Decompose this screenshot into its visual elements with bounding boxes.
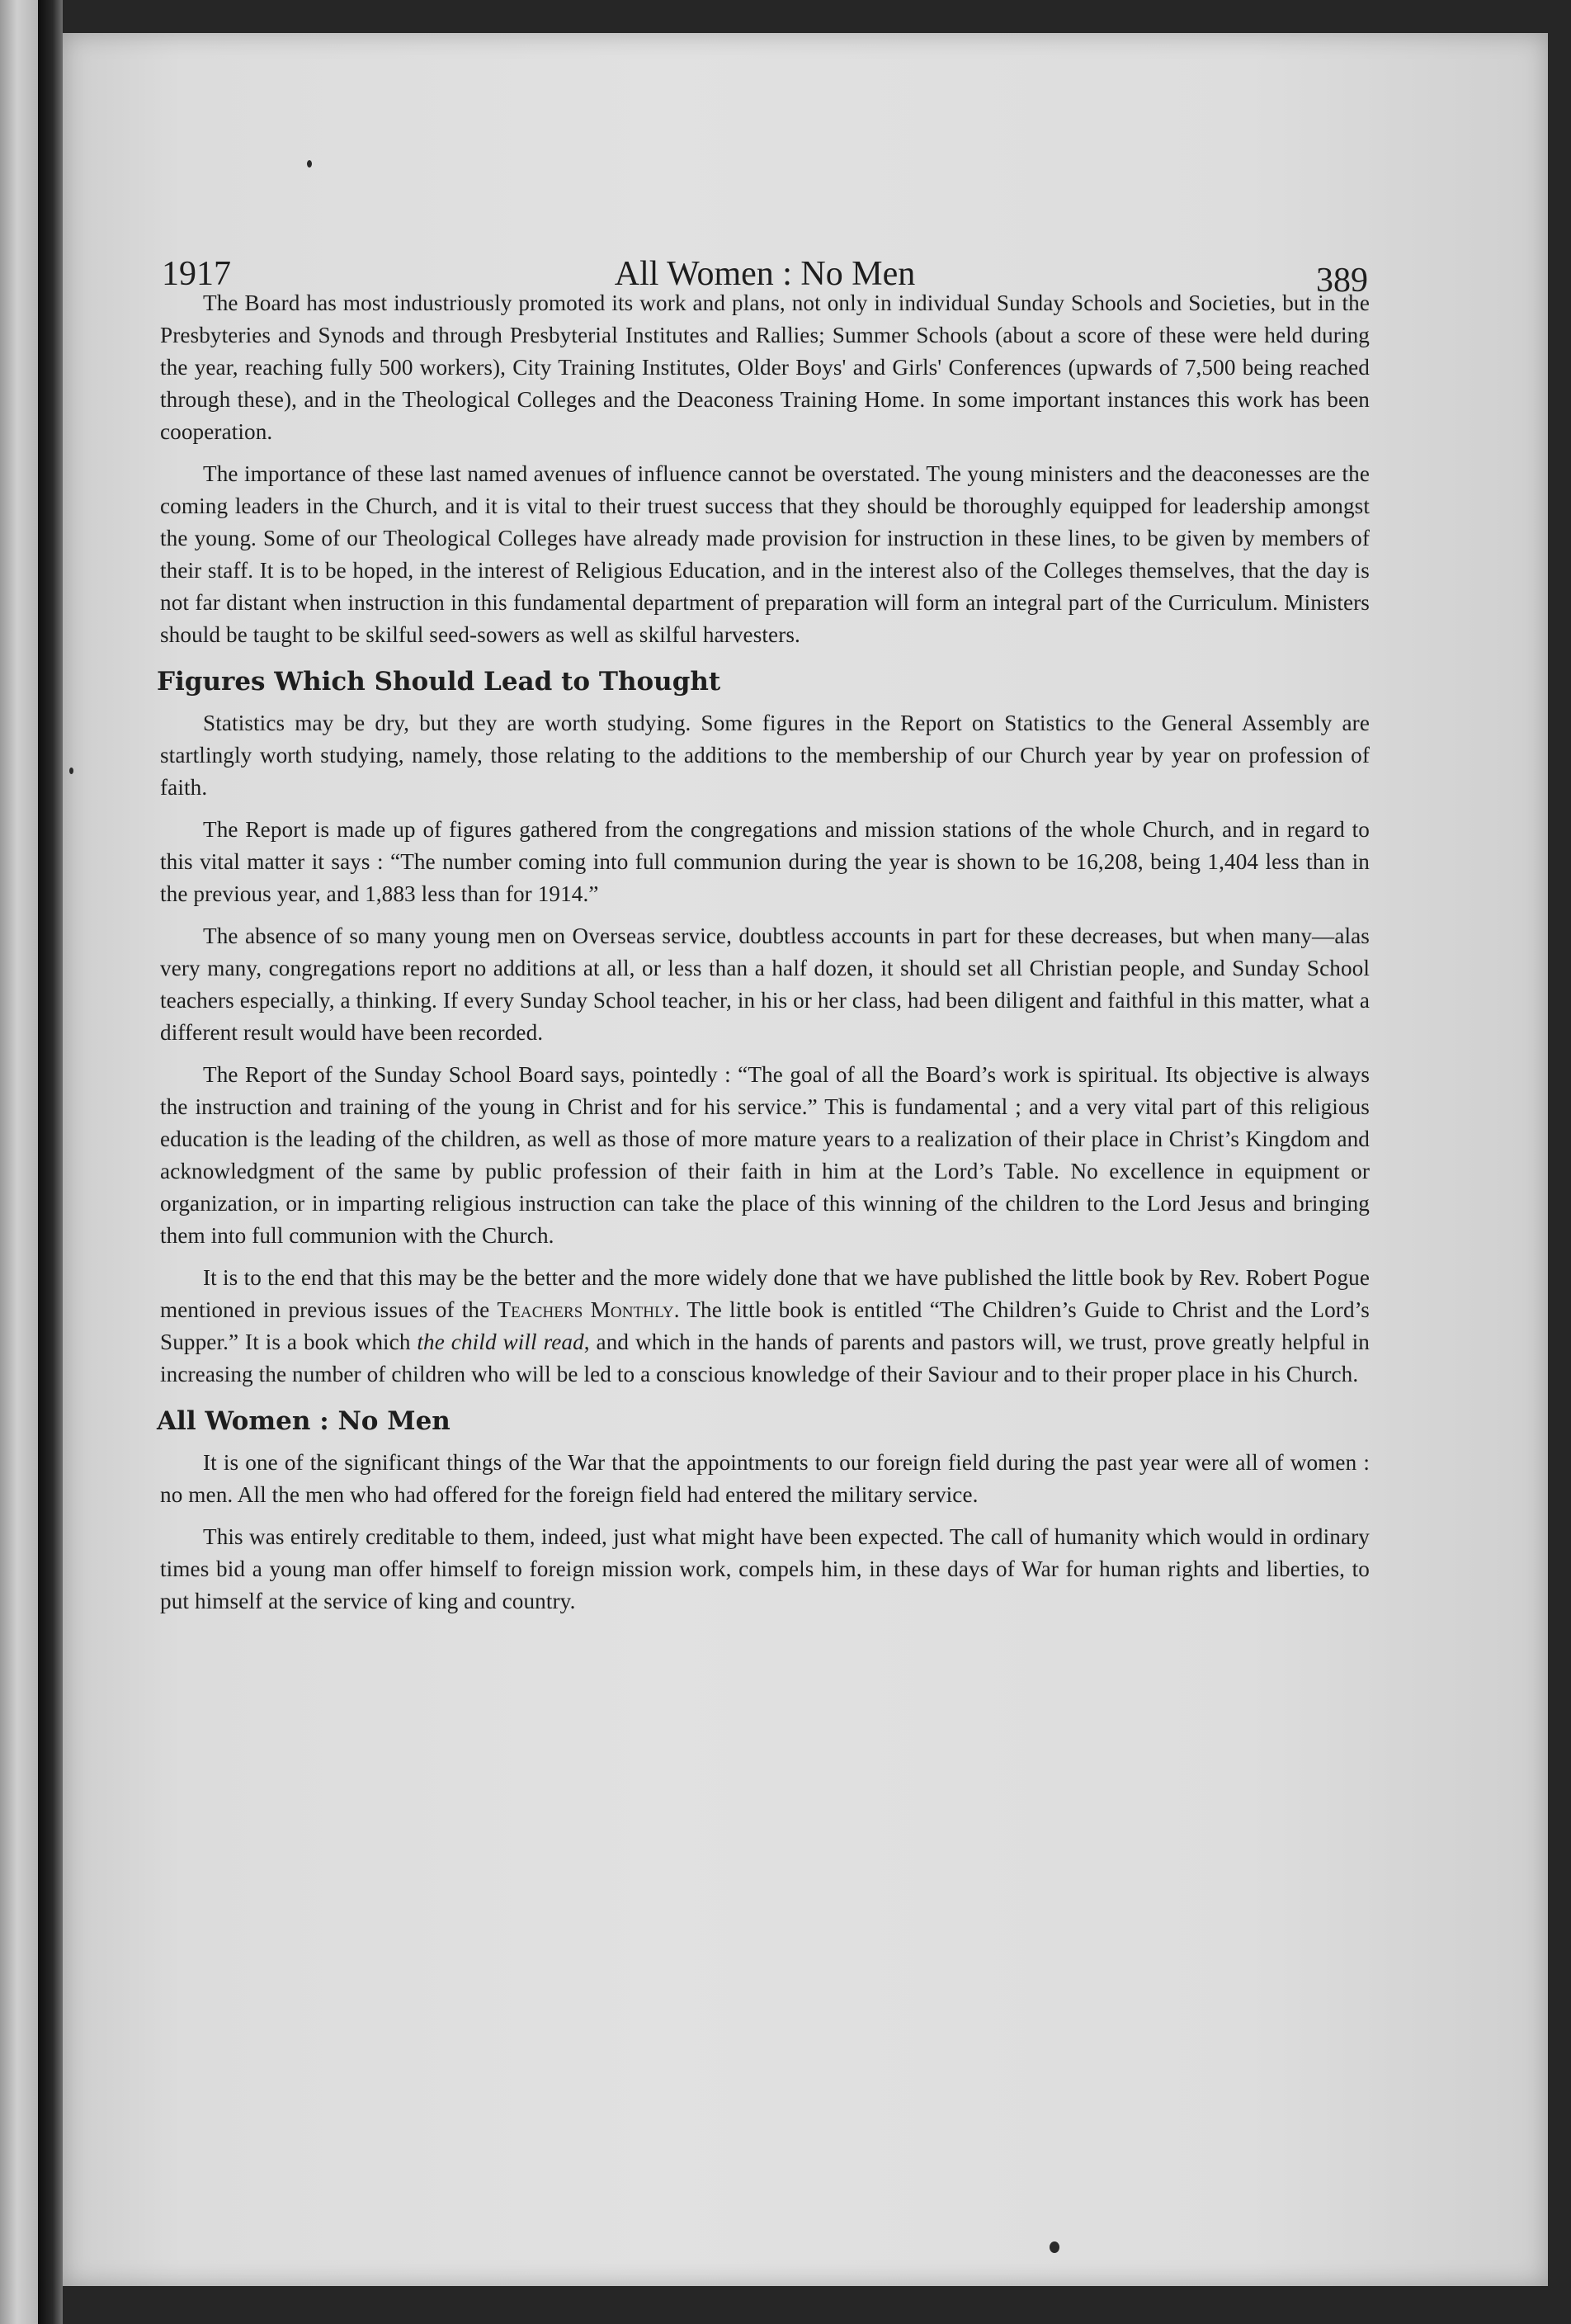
paragraph-text: , and which in the hands of parents and pastors will, we trust, prove greatly helpful in increasing the number of children who will be led to a conscious knowledge of their Saviour and to their proper place in his Church. [160,1330,1370,1386]
ink-speck [307,160,312,168]
paragraph [160,1262,1370,1391]
emphasis-text: the child will read [417,1330,584,1354]
ink-speck [1050,2241,1059,2253]
paragraph-text: It is to the end that this may be the better and the more widely done that we have published the little book by Rev. Robert Pogue mentioned in previous issues of the [160,1265,1370,1322]
paragraph: The absence of so many young men on Overseas service, doubtless accounts in part for these decreases, but when many—alas very many, congregations report no additions at all, or less than a half dozen, it should set all Christian people, and Sunday School teachers especially, a thinking. If every Sunday School teacher, in his or her class, had been diligent and faithful in this matter, what a different result would have been recorded. [160,923,1370,1045]
book-gutter [38,0,63,2324]
paragraph: The Board has most industriously promoted its work and plans, not only in individual Sunday Schools and Societies, but in the Presbyteries and Synods and through Presbyterial Institutes and Rallies; Summer Schools (about a score of these were held during the year, reaching fully 500 workers), City Training Institutes, Older Boys' and Girls' Conferences (upwards of 7,500 being reached through these), and in the Theological Colleges and the Deaconess Training Home. In some important instances this work has been cooperation. [160,290,1370,444]
book-page [63,33,1548,2286]
header-title: All Women : No Men [614,255,916,293]
section-heading-all-women: All Women : No Men [157,1406,451,1436]
header-year: 1917 [162,255,231,293]
running-header [160,221,1370,300]
facing-page-edge [0,0,38,2324]
magazine-title: Teachers Monthly [497,1297,674,1322]
section-heading-figures: Figures Which Should Lead to Thought [157,667,721,697]
page-number: 389 [1316,262,1368,300]
ink-speck [69,768,73,774]
paragraph: The importance of these last named avenues of influence cannot be overstated. The young ministers and the deaconesses are the coming leaders in the Church, and it is vital to their truest success that they should be thoroughly equipped for leadership amongst the young. Some of our Theological Colleges have already made provision for instruction in these lines, to be given by members of their staff. It is to be hoped, in the interest of Religious Education, and in the interest also of the Colleges themselves, that the day is not far distant when instruction in this fundamental department of preparation will form an integral part of the Curriculum. Ministers should be taught to be skilful seed-sowers as well as skilful harvesters. [160,461,1370,647]
paragraph: The Report is made up of figures gathered from the congregations and mission stations of the whole Church, and in regard to this vital matter it says : “The number coming into full communion during the year is shown to be 16,208, being 1,404 less than in the previous year, and 1,883 less than for 1914.” [160,817,1370,906]
paragraph-text: . The little book is entitled “The Children’s Guide to Christ and the Lord’s Supper.” It is a book which [160,1297,1370,1354]
paragraph: This was entirely creditable to them, indeed, just what might have been expected. The call of humanity which would in ordinary times bid a young man offer himself to foreign mission work, compels him, in these days of War for human rights and liberties, to put himself at the service of king and country. [160,1524,1370,1613]
paragraph: The Report of the Sunday School Board says, pointedly : “The goal of all the Board’s work is spiritual. Its objective is always the instruction and training of the young in Christ and for his service.” This is fundamental ; and a very vital part of this religious education is the leading of the children, as well as those of more mature years to a realization of their place in Christ’s Kingdom and acknowledgment of the same by public profession of their faith in him at the Lord’s Table. No excellence in equipment or organization, or in imparting religious instruction can take the place of this winning of the children to the Lord Jesus and bringing them into full communion with the Church. [160,1062,1370,1248]
paragraph: Statistics may be dry, but they are worth studying. Some figures in the Report on Statistics to the General Assembly are startlingly worth studying, namely, those relating to the additions to the membership of our Church year by year on profession of faith. [160,711,1370,800]
paragraph: It is one of the significant things of the War that the appointments to our foreign field during the past year were all of women : no men. All the men who had offered for the foreign field had entered the military service. [160,1450,1370,1507]
page-content [157,221,1370,1627]
